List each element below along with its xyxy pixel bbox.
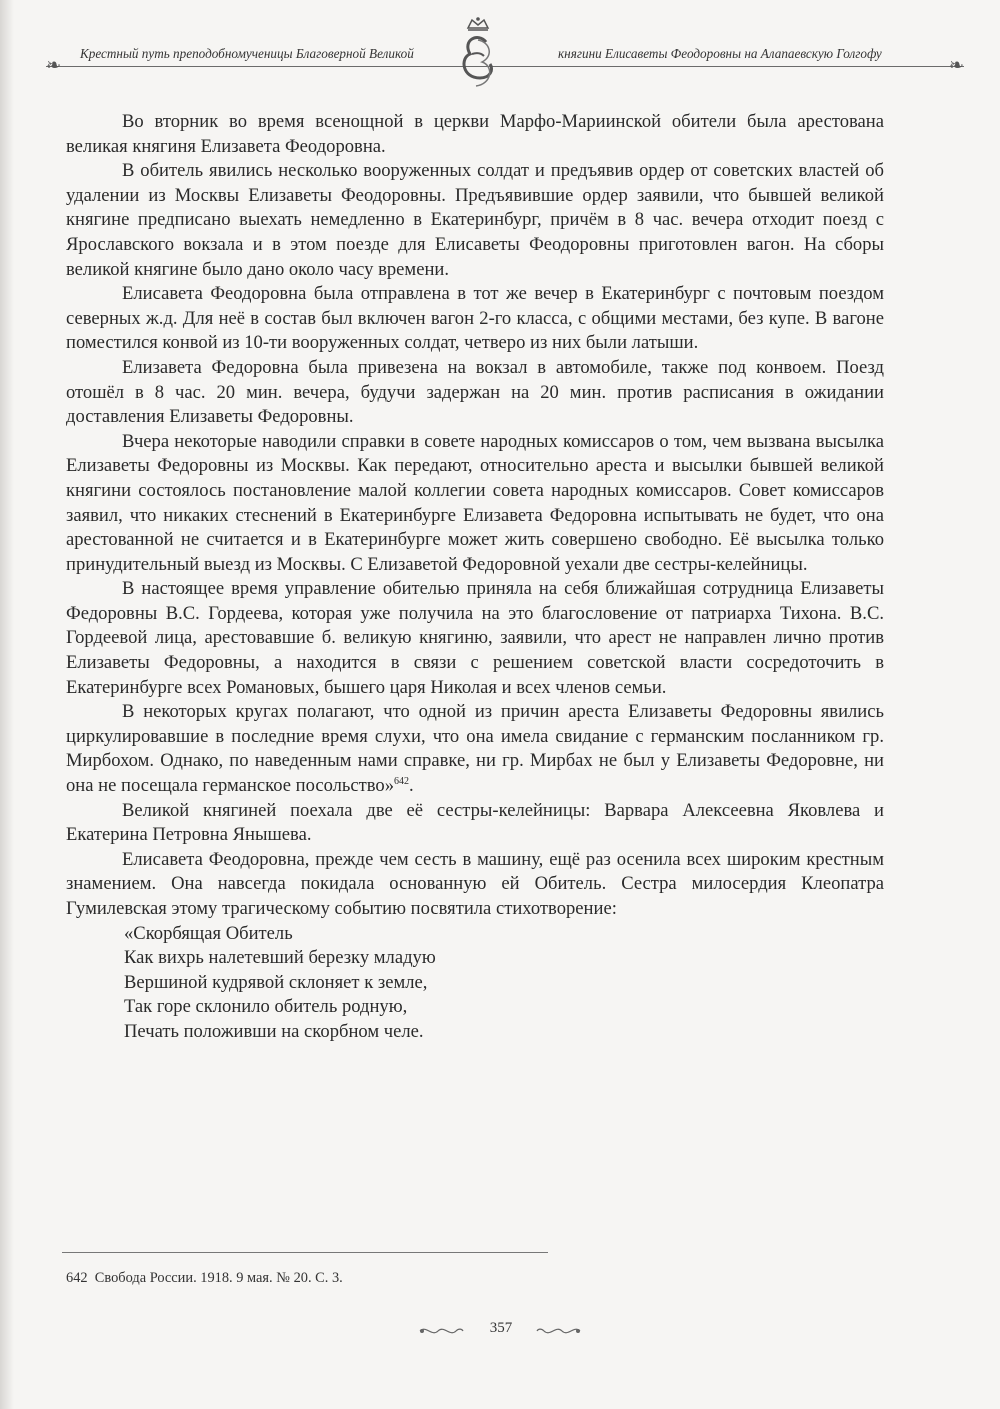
footnote-reference[interactable]: 642: [394, 775, 410, 787]
paragraph: В настоящее время управление обителью приняла на себя ближайшая сотрудница Елизаветы Федоровны В.С. Гордеева, которая уже получила на это благословение от патриарха Тихона. В.С. Гордеевой лица, арестовавшие б. великую княгиню, заявили, что арест не направлен лично против Елизаветы Федоровны, а находится в связи с решением советской власти сосредоточить в Екатеринбурге всех Романовых, бышего царя Николая и всех членов семьи.: [66, 578, 884, 698]
footnote-text: Свобода России. 1918. 9 мая. № 20. С. 3.: [94, 1270, 343, 1286]
verse-line: Печать положивши на скорбном челе.: [124, 1020, 424, 1042]
paragraph: Елизавета Федоровна была привезена на вокзал в автомобиле, также под конвоем. Поезд отошёл в 8 час. 20 мин. вечера, будучи задержан на 20 мин. против расписания в ожидании доставления Елизаветы Федоровны.: [66, 356, 884, 428]
verse-line: «Скорбящая Обитель: [124, 922, 293, 944]
ornament-left-icon: ❧: [46, 55, 62, 75]
paragraph: Елисавета Феодоровна, прежде чем сесть в машину, ещё раз осенила всех широким крестным знамением. Она навсегда покидала основанную ей Обитель. Сестра милосердия Клеопатра Гумилевская этому трагическому событию посвятила стихотворение:: [66, 848, 884, 919]
footnote-rule: [62, 1252, 548, 1253]
paragraph-text: В некоторых кругах полагают, что одной из причин ареста Елизаветы Федоровны явились циркулировавшие в последние время слухи, что она имела свидание с германским посланником гр. Мирбохом. Однако, по наведенным нами справке, ни гр. Мирбах не был у Елизаветы Федоровне, ни она не посещала германское посольство»: [66, 701, 884, 797]
paragraph: Великой княгиней поехала две её сестры-келейницы: Варвара Алексеевна Яковлева и Екатерина Петровна Янышева.: [66, 799, 884, 846]
page-gutter-shadow: [0, 0, 14, 1409]
footnote-number: 642: [66, 1270, 88, 1286]
verse-line: Как вихрь налетевший березку младую: [124, 947, 436, 969]
paragraph-with-footnote: В некоторых кругах полагают, что одной из причин ареста Елизаветы Федоровны явились циркулировавшие в последние время слухи, что она имела свидание с германским посланником гр. Мирбохом. Однако, по наведенным нами справке, ни гр. Мирбах не был у Елизаветы Федоровне, ни она не посещала германское посольство»$^{642}$.: [66, 701, 884, 797]
page-number-block: [418, 1319, 582, 1343]
running-head-left: Крестный путь преподобномученицы Благоверной Великой: [80, 46, 414, 61]
folio-ornament-left-icon: [418, 1324, 464, 1338]
ornament-right-icon: ❧: [948, 55, 964, 75]
verse-line: Так горе склонило обитель родную,: [124, 996, 408, 1018]
verse-line: Вершиной кудрявой склоняет к земле,: [124, 971, 428, 993]
paragraph: Во вторник во время всенощной в церкви Марфо-Мариинской обители была арестована великая княгиня Елизавета Феодоровна.: [66, 111, 884, 157]
paragraph: Вчера некоторые наводили справки в совете народных комиссаров о том, чем вызвана высылка Елизаветы Федоровны из Москвы. Как передают, относительно ареста и высылки бывшей великой княгини состоялось постановление малой коллегии совета народных комиссаров. Совет комиссаров заявил, что никаких стеснений в Екатеринбурге Елизавета Федоровна испытывать не будет, что она арестованной не считается и в Екатеринбурге может жить совершено свободно. Её высылка только принудительный выезд из Москвы. С Елизаветой Федоровной уехали две сестры-келейницы.: [66, 430, 884, 575]
running-head: [46, 42, 964, 92]
footnote: [66, 1270, 343, 1287]
paragraph: Елисавета Феодоровна была отправлена в тот же вечер в Екатеринбург с почтовым поездом северных ж.д. Для неё в состав был включен вагон 2-го класса, с общими местами, без купе. В вагоне поместился конвой из 10-ти вооруженных солдат, четверо из них были латыши.: [66, 283, 884, 354]
paragraph: В обитель явились несколько вооруженных солдат и предъявив ордер от советских властей об удалении из Москвы Елизаветы Феодоровны. Предъявившие ордер заявили, что бывшей великой княгине предписано выехать немедленно в Екатеринбург, причём в 8 час. вечера отходит поезд с Ярославского вокзала и в этом поезде для Елисаветы Феодоровны приготовлен вагон. На сборы великой княгине было дано около часу времени.: [66, 160, 884, 280]
running-head-right: княгини Елисаветы Феодоровны на Алапаевскую Голгофу: [558, 46, 882, 61]
monogram-emblem-icon: [450, 16, 506, 92]
page-number: 357: [489, 1320, 513, 1336]
folio-ornament-right-icon: [536, 1324, 582, 1338]
body-text: [66, 110, 884, 1045]
